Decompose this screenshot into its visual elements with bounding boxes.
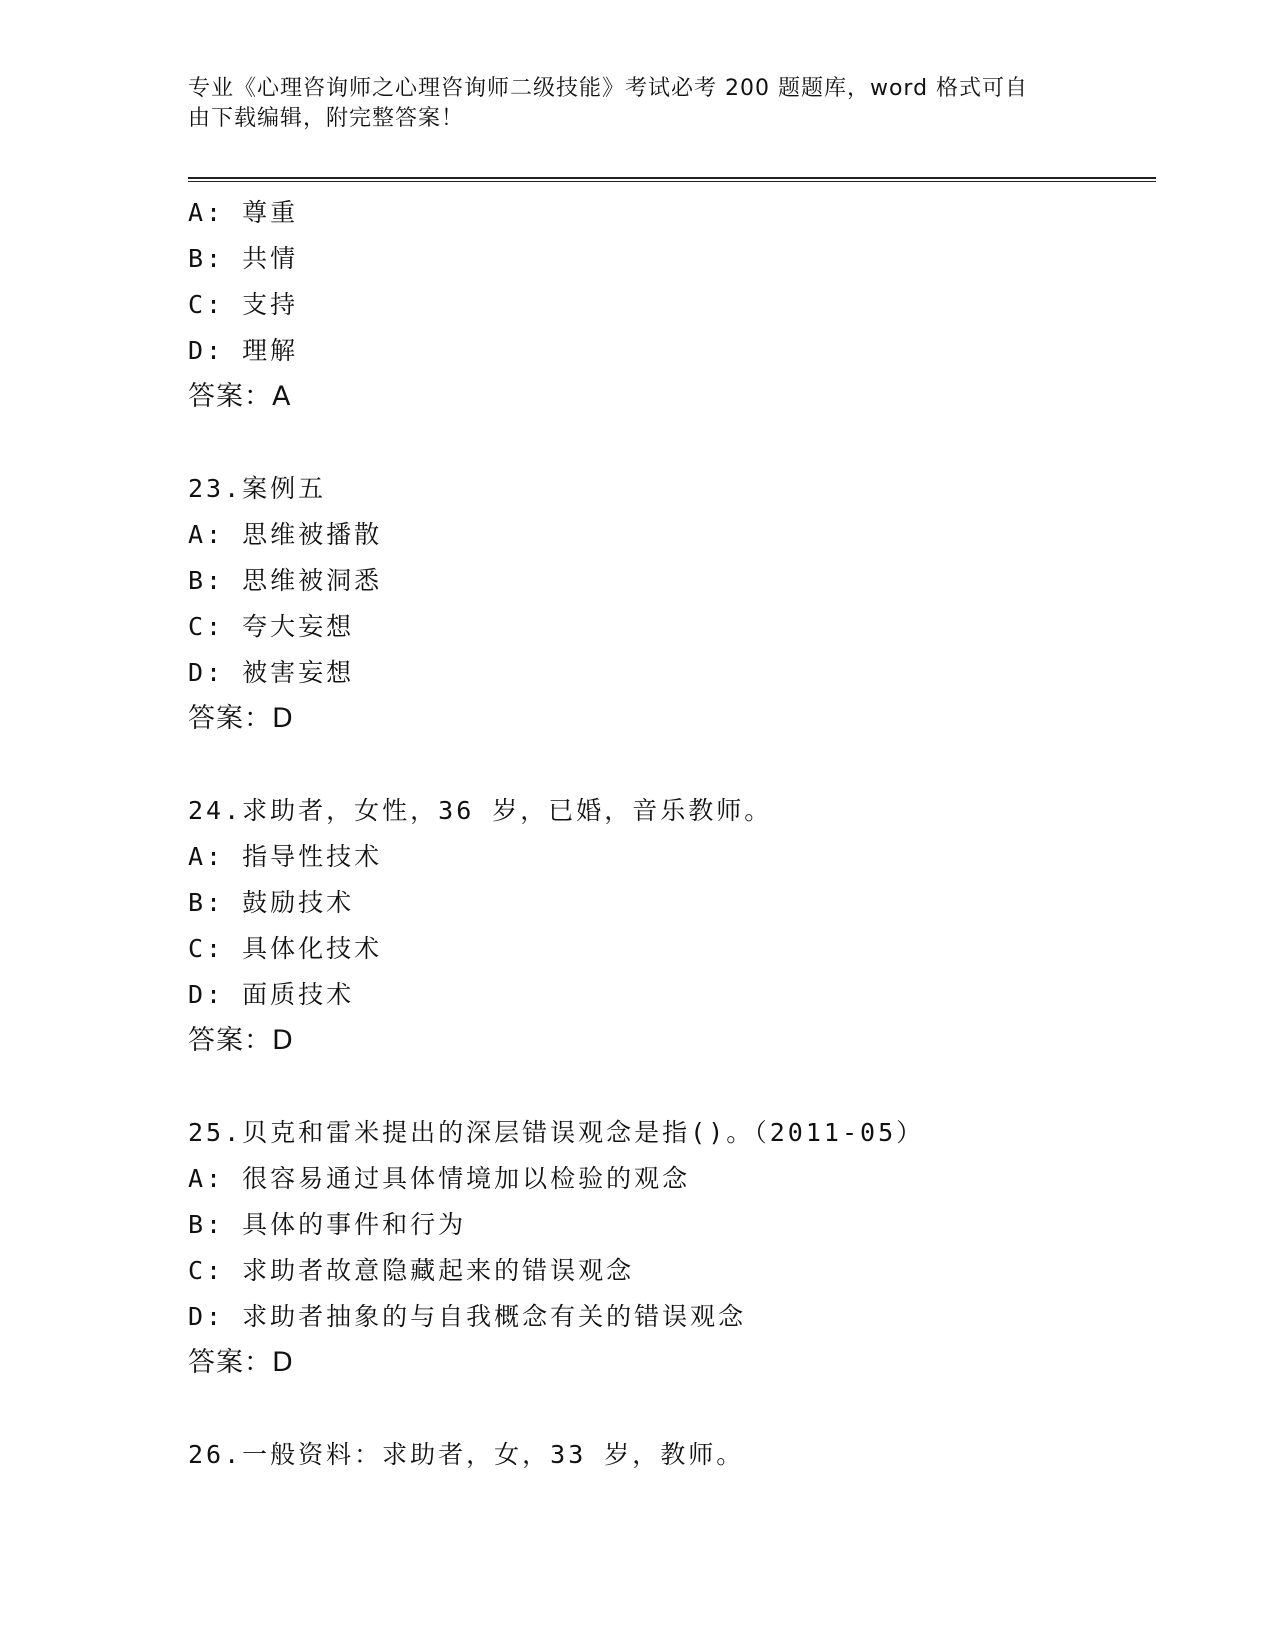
document-header bbox=[188, 74, 1088, 134]
question-23 bbox=[188, 466, 1148, 742]
option-c: C: 夸大妄想 bbox=[188, 612, 355, 641]
option-d: D: 被害妄想 bbox=[188, 658, 355, 687]
option-a: A: 很容易通过具体情境加以检验的观念 bbox=[188, 1164, 691, 1193]
header-line-1: 专业《心理咨询师之心理咨询师二级技能》考试必考 200 题题库，word 格式可自 bbox=[188, 76, 1029, 101]
option-a: A: 尊重 bbox=[188, 198, 299, 227]
option-a: A: 指导性技术 bbox=[188, 842, 383, 871]
answer: 答案：A bbox=[188, 381, 292, 412]
header-rule-thin bbox=[188, 181, 1156, 182]
option-c: C: 具体化技术 bbox=[188, 934, 383, 963]
option-b: B: 思维被洞悉 bbox=[188, 566, 383, 595]
question-stem: 25.贝克和雷米提出的深层错误观念是指()。（2011-05） bbox=[188, 1118, 925, 1147]
question-22 bbox=[188, 190, 1148, 420]
option-c: C: 支持 bbox=[188, 290, 299, 319]
question-stem: 26.一般资料：求助者，女，33 岁，教师。 bbox=[188, 1440, 745, 1469]
header-line-2: 由下载编辑，附完整答案！ bbox=[188, 106, 465, 131]
header-rule bbox=[188, 177, 1156, 179]
spacer bbox=[188, 1064, 1148, 1110]
answer: 答案：D bbox=[188, 703, 294, 734]
option-b: B: 共情 bbox=[188, 244, 299, 273]
option-c: C: 求助者故意隐藏起来的错误观念 bbox=[188, 1256, 635, 1285]
question-24 bbox=[188, 788, 1148, 1064]
spacer bbox=[188, 742, 1148, 788]
answer: 答案：D bbox=[188, 1347, 294, 1378]
question-list bbox=[188, 190, 1148, 1478]
option-a: A: 思维被播散 bbox=[188, 520, 383, 549]
option-b: B: 具体的事件和行为 bbox=[188, 1210, 467, 1239]
option-d: D: 面质技术 bbox=[188, 980, 355, 1009]
spacer bbox=[188, 420, 1148, 466]
question-stem: 23.案例五 bbox=[188, 474, 327, 503]
answer: 答案：D bbox=[188, 1025, 294, 1056]
question-stem: 24.求助者，女性，36 岁，已婚，音乐教师。 bbox=[188, 796, 773, 825]
question-25 bbox=[188, 1110, 1148, 1386]
spacer bbox=[188, 1386, 1148, 1432]
option-b: B: 鼓励技术 bbox=[188, 888, 355, 917]
question-26 bbox=[188, 1432, 1148, 1478]
option-d: D: 求助者抽象的与自我概念有关的错误观念 bbox=[188, 1302, 747, 1331]
option-d: D: 理解 bbox=[188, 336, 299, 365]
